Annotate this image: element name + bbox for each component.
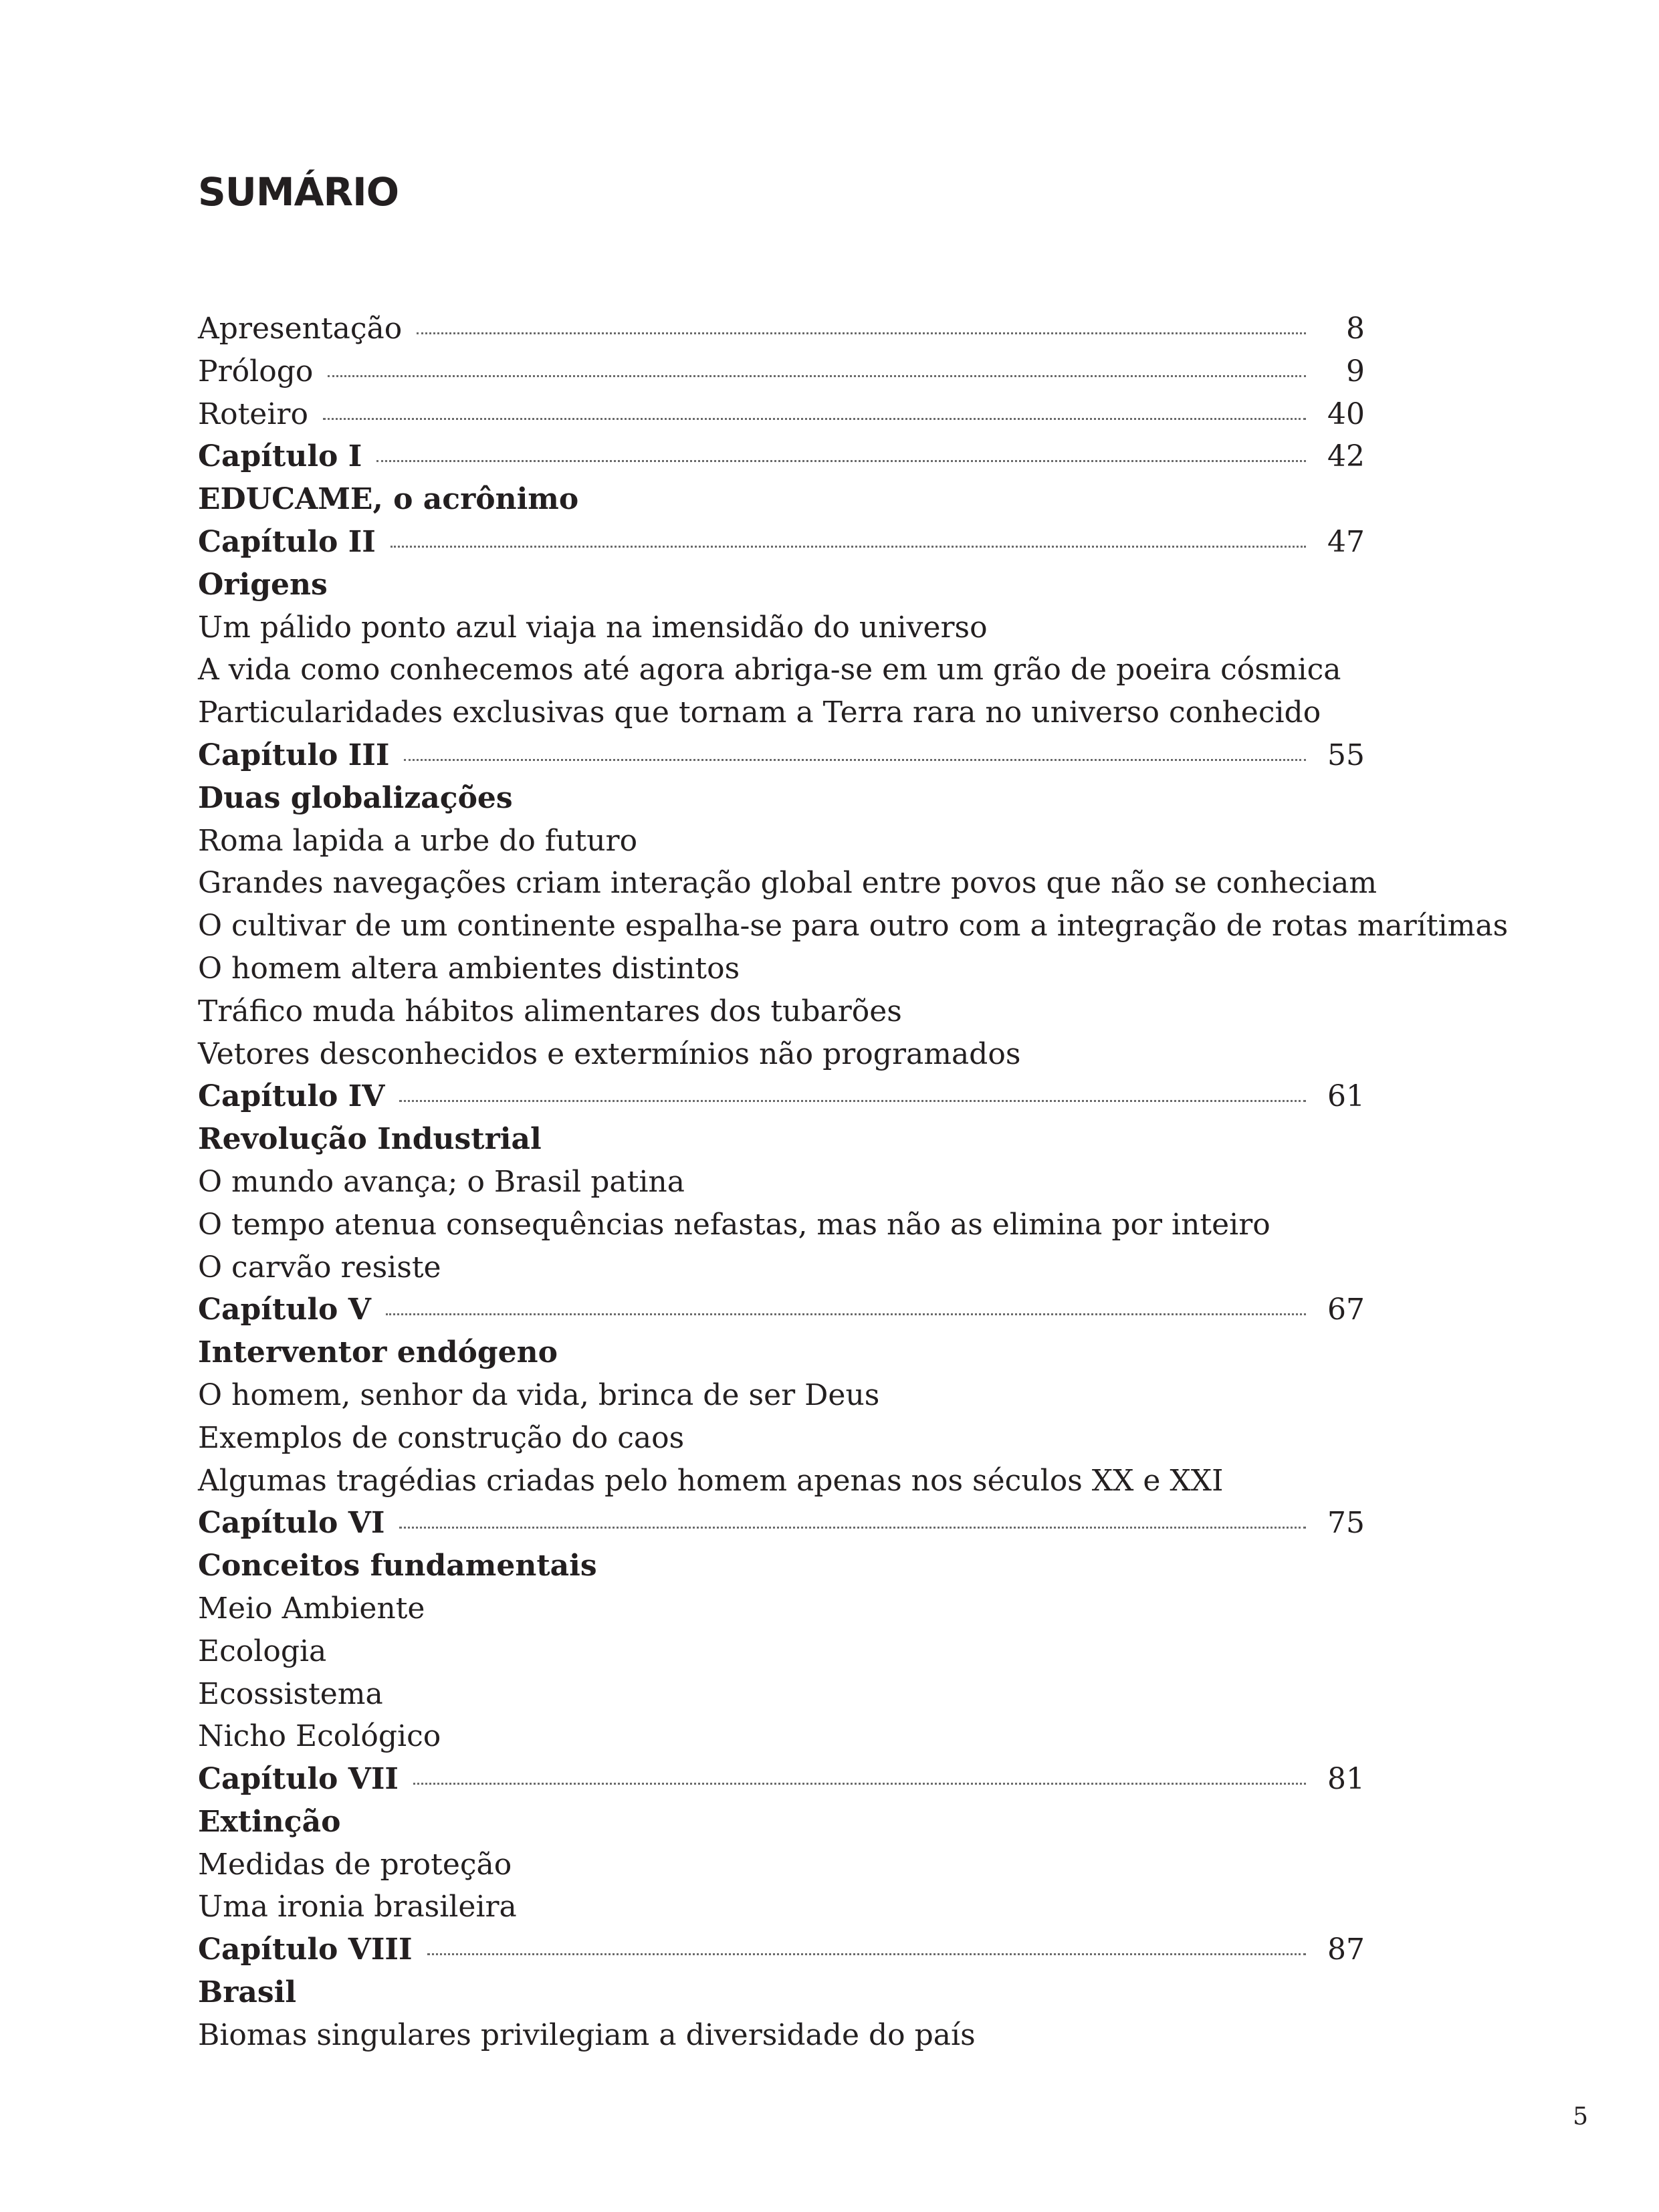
dot-leader — [413, 1783, 1306, 1785]
toc-entry — [198, 1417, 1365, 1460]
entry-text: Um pálido ponto azul viaja na imensidão do universo — [198, 610, 988, 645]
toc-entry — [198, 649, 1365, 691]
entry-text: Biomas singulares privilegiam a diversidade do país — [198, 2017, 976, 2052]
entry-text: Ecossistema — [198, 1676, 383, 1711]
entry-page-number: 67 — [1327, 1293, 1365, 1327]
entry-text: Brasil — [198, 1975, 297, 2010]
entry-text: Grandes navegações criam interação global entre povos que não se conheciam — [198, 866, 1377, 901]
toc-entry-with-page — [198, 308, 1365, 350]
toc-entry-with-page — [198, 350, 1365, 393]
entry-text: O cultivar de um continente espalha-se para outro com a integração de rotas marítimas — [198, 909, 1509, 944]
toc-entry — [198, 1673, 1365, 1716]
toc-entry — [198, 1545, 1365, 1587]
toc-entry-with-page — [198, 1075, 1365, 1118]
table-of-contents — [198, 308, 1509, 2057]
toc-entry — [198, 1374, 1365, 1417]
entry-text: O homem, senhor da vida, brinca de ser Deus — [198, 1377, 880, 1412]
entry-text: Ecologia — [198, 1634, 327, 1668]
entry-text: Revolução Industrial — [198, 1122, 542, 1157]
entry-text: Particularidades exclusivas que tornam a Terra rara no universo conhecido — [198, 695, 1321, 730]
toc-entry — [198, 1715, 1365, 1758]
entry-text: Capítulo VII — [198, 1762, 399, 1797]
entry-text: Algumas tragédias criadas pelo homem apenas nos séculos XX e XXI — [198, 1463, 1224, 1498]
entry-page-number: 55 — [1327, 738, 1365, 772]
entry-text: Vetores desconhecidos e extermínios não programados — [198, 1036, 1021, 1071]
entry-page-number: 8 — [1346, 312, 1365, 346]
dot-leader — [399, 1100, 1306, 1102]
toc-entry — [198, 948, 1365, 990]
entry-text: Roma lapida a urbe do futuro — [198, 823, 638, 858]
page-title: SUMÁRIO — [198, 169, 399, 215]
toc-entry — [198, 1801, 1365, 1844]
entry-text: A vida como conhecemos até agora abriga-se em um grão de poeira cósmica — [198, 653, 1341, 687]
entry-text: Duas globalizações — [198, 780, 513, 815]
page-number: 5 — [1573, 2103, 1588, 2130]
toc-entry — [198, 606, 1365, 649]
entry-text: Capítulo III — [198, 738, 390, 772]
entry-text: Extinção — [198, 1804, 341, 1839]
toc-entry — [198, 990, 1365, 1033]
toc-entry — [198, 478, 1365, 521]
toc-entry — [198, 1844, 1365, 1886]
entry-text: Capítulo II — [198, 524, 376, 559]
toc-entry — [198, 1331, 1365, 1374]
entry-text: Origens — [198, 567, 328, 602]
toc-entry — [198, 905, 1509, 948]
entry-text: Medidas de proteção — [198, 1847, 512, 1882]
dot-leader — [323, 418, 1306, 420]
toc-entry-with-page — [198, 1758, 1365, 1801]
entry-text: O tempo atenua consequências nefastas, mas não as elimina por inteiro — [198, 1207, 1270, 1242]
entry-page-number: 75 — [1327, 1506, 1365, 1541]
entry-text: Uma ironia brasileira — [198, 1890, 517, 1924]
entry-page-number: 42 — [1327, 439, 1365, 474]
entry-text: Tráfico muda hábitos alimentares dos tubarões — [198, 994, 902, 1028]
entry-text: Conceitos fundamentais — [198, 1549, 597, 1583]
entry-text: Capítulo I — [198, 439, 362, 474]
toc-entry — [198, 1460, 1365, 1503]
toc-entry — [198, 1587, 1365, 1630]
toc-entry — [198, 2014, 1365, 2057]
dot-leader — [391, 546, 1306, 548]
entry-text: Apresentação — [198, 312, 403, 346]
dot-leader — [427, 1953, 1306, 1955]
entry-page-number: 9 — [1346, 354, 1365, 389]
toc-entry — [198, 820, 1365, 863]
toc-entry — [198, 1161, 1365, 1204]
toc-entry-with-page — [198, 521, 1365, 564]
entry-page-number: 87 — [1327, 1932, 1365, 1967]
dot-leader — [417, 332, 1306, 334]
entry-page-number: 61 — [1327, 1079, 1365, 1114]
toc-entry — [198, 1886, 1365, 1928]
toc-entry — [198, 1204, 1365, 1246]
entry-text: EDUCAME, o acrônimo — [198, 482, 579, 517]
entry-text: Meio Ambiente — [198, 1591, 425, 1626]
dot-leader — [386, 1313, 1306, 1315]
toc-entry — [198, 564, 1365, 606]
dot-leader — [399, 1527, 1306, 1529]
toc-entry-with-page — [198, 393, 1365, 436]
toc-entry — [198, 1033, 1365, 1076]
entry-text: Capítulo VIII — [198, 1932, 413, 1967]
entry-text: O homem altera ambientes distintos — [198, 951, 740, 986]
toc-entry-with-page — [198, 734, 1365, 777]
toc-entry — [198, 777, 1365, 820]
entry-text: O mundo avança; o Brasil patina — [198, 1164, 685, 1199]
entry-text: O carvão resiste — [198, 1250, 441, 1285]
toc-entry — [198, 1246, 1365, 1289]
toc-entry-with-page — [198, 1289, 1365, 1331]
entry-text: Capítulo IV — [198, 1079, 385, 1114]
dot-leader — [404, 759, 1306, 761]
entry-text: Exemplos de construção do caos — [198, 1420, 685, 1455]
toc-entry — [198, 862, 1377, 905]
toc-entry — [198, 691, 1365, 734]
entry-page-number: 47 — [1327, 524, 1365, 559]
toc-entry-with-page — [198, 1502, 1365, 1545]
entry-text: Capítulo VI — [198, 1506, 385, 1541]
dot-leader — [328, 375, 1306, 377]
toc-entry — [198, 1971, 1365, 2014]
dot-leader — [376, 460, 1306, 462]
toc-entry — [198, 1630, 1365, 1673]
entry-text: Interventor endógeno — [198, 1335, 558, 1370]
toc-entry-with-page — [198, 435, 1365, 478]
toc-entry — [198, 1118, 1365, 1161]
entry-text: Prólogo — [198, 354, 314, 389]
toc-entry-with-page — [198, 1928, 1365, 1971]
entry-text: Capítulo V — [198, 1293, 371, 1327]
entry-page-number: 81 — [1327, 1762, 1365, 1797]
entry-text: Roteiro — [198, 397, 308, 431]
entry-text: Nicho Ecológico — [198, 1719, 441, 1754]
entry-page-number: 40 — [1327, 397, 1365, 431]
